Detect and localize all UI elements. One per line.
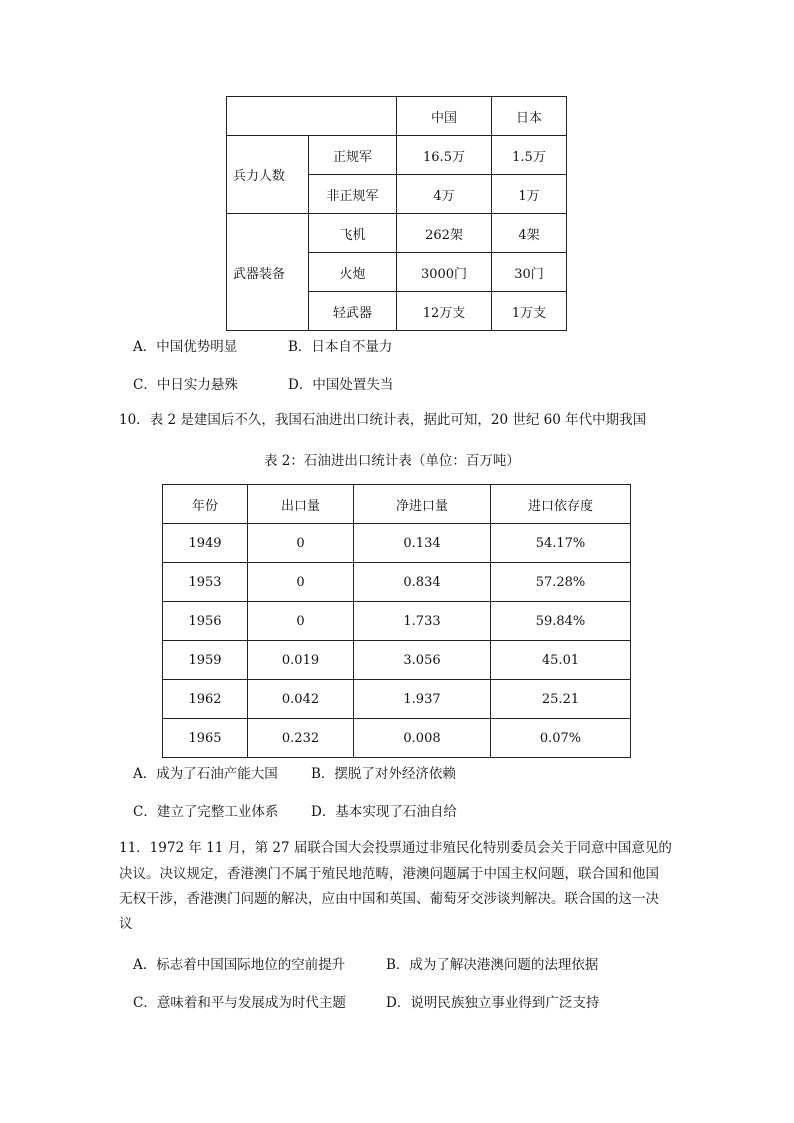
table-cell: 0: [248, 524, 354, 563]
table-cell: 0.07%: [491, 719, 631, 758]
table-cell: 16.5万: [397, 136, 492, 175]
q10-stem: 10．表 2 是建国后不久，我国石油进出口统计表，据此可知，20 世纪 60 年代中期我国: [119, 412, 647, 428]
q11-stem-line-2: 决议。决议规定，香港澳门不属于殖民地范畴，港澳问题属于中国主权问题，联合国和他国: [119, 866, 659, 882]
table-cell: 0: [248, 563, 354, 602]
table-cell: 54.17%: [491, 524, 631, 563]
table-cell: 12万支: [397, 292, 492, 331]
table-cell: 262架: [397, 214, 492, 253]
table-cell: 1956: [163, 602, 248, 641]
table-cell: 0.232: [248, 719, 354, 758]
table-header-cell: 进口依存度: [491, 485, 631, 524]
q11-option-d: D．说明民族独立事业得到广泛支持: [386, 995, 600, 1011]
q11-stem-line-1: 11．1972 年 11 月，第 27 届联合国大会投票通过非殖民化特别委员会关于同意中国意见的: [119, 840, 672, 856]
q9-option-d: D．中国处置失当: [288, 377, 394, 393]
table-cell: 59.84%: [491, 602, 631, 641]
table-cell: 1.733: [354, 602, 491, 641]
table-row: [227, 136, 567, 175]
q11-option-c: C．意味着和平与发展成为时代主题: [133, 995, 346, 1011]
table2-caption: 表 2：石油进出口统计表（单位：百万吨）: [264, 453, 520, 469]
table-cell: 45.01: [491, 641, 631, 680]
table-header-cell: 净进口量: [354, 485, 491, 524]
q11-option-b: B．成为了解决港澳问题的法理依据: [386, 957, 599, 973]
table-cell: 4架: [492, 214, 567, 253]
table-cell: 25.21: [491, 680, 631, 719]
q11-option-a: A．标志着中国国际地位的空前提升: [133, 957, 346, 973]
table-cell: 1万支: [492, 292, 567, 331]
q9-option-b: B．日本自不量力: [288, 339, 393, 355]
table-cell: 非正规军: [309, 175, 397, 214]
table-header-cell: 日本: [492, 97, 567, 136]
table-row: [163, 680, 631, 719]
table-cell: 0.134: [354, 524, 491, 563]
q10-option-b: B．摆脱了对外经济依赖: [311, 766, 456, 782]
table-row: [163, 524, 631, 563]
table-cell: [227, 97, 397, 136]
table-cell: 3000门: [397, 253, 492, 292]
table-row: [227, 214, 567, 253]
table-cell: 1962: [163, 680, 248, 719]
q10-option-c: C．建立了完整工业体系: [133, 804, 279, 820]
table-cell: 4万: [397, 175, 492, 214]
table-row: [163, 485, 631, 524]
table-cell: 1965: [163, 719, 248, 758]
q11-stem-line-4: 议: [119, 916, 133, 932]
group-label: 武器装备: [227, 214, 309, 331]
q9-option-c: C．中日实力悬殊: [133, 377, 238, 393]
table-header-cell: 出口量: [248, 485, 354, 524]
table-cell: 3.056: [354, 641, 491, 680]
table-header-cell: 中国: [397, 97, 492, 136]
table-row: [227, 97, 567, 136]
table-cell: 轻武器: [309, 292, 397, 331]
table-cell: 1959: [163, 641, 248, 680]
table-cell: 正规军: [309, 136, 397, 175]
table-row: [163, 563, 631, 602]
table-cell: 0.834: [354, 563, 491, 602]
table-cell: 30门: [492, 253, 567, 292]
table-cell: 0.019: [248, 641, 354, 680]
table-cell: 1953: [163, 563, 248, 602]
table-row: [163, 641, 631, 680]
table-cell: 0.042: [248, 680, 354, 719]
table-cell: 1万: [492, 175, 567, 214]
table-cell: 火炮: [309, 253, 397, 292]
oil-trade-table: [162, 484, 631, 758]
table-cell: 1949: [163, 524, 248, 563]
force-comparison-table: [226, 96, 567, 331]
table-row: [163, 719, 631, 758]
table-cell: 1.937: [354, 680, 491, 719]
table-header-cell: 年份: [163, 485, 248, 524]
q10-option-a: A．成为了石油产能大国: [133, 766, 278, 782]
q10-option-d: D．基本实现了石油自给: [311, 804, 457, 820]
table-cell: 飞机: [309, 214, 397, 253]
table-row: [163, 602, 631, 641]
table-cell: 57.28%: [491, 563, 631, 602]
table-cell: 1.5万: [492, 136, 567, 175]
table-cell: 0.008: [354, 719, 491, 758]
q11-stem-line-3: 无权干涉，香港澳门问题的解决，应由中国和英国、葡萄牙交涉谈判解决。联合国的这一决: [119, 891, 659, 907]
group-label: 兵力人数: [227, 136, 309, 214]
q9-option-a: A．中国优势明显: [133, 339, 238, 355]
table-cell: 0: [248, 602, 354, 641]
